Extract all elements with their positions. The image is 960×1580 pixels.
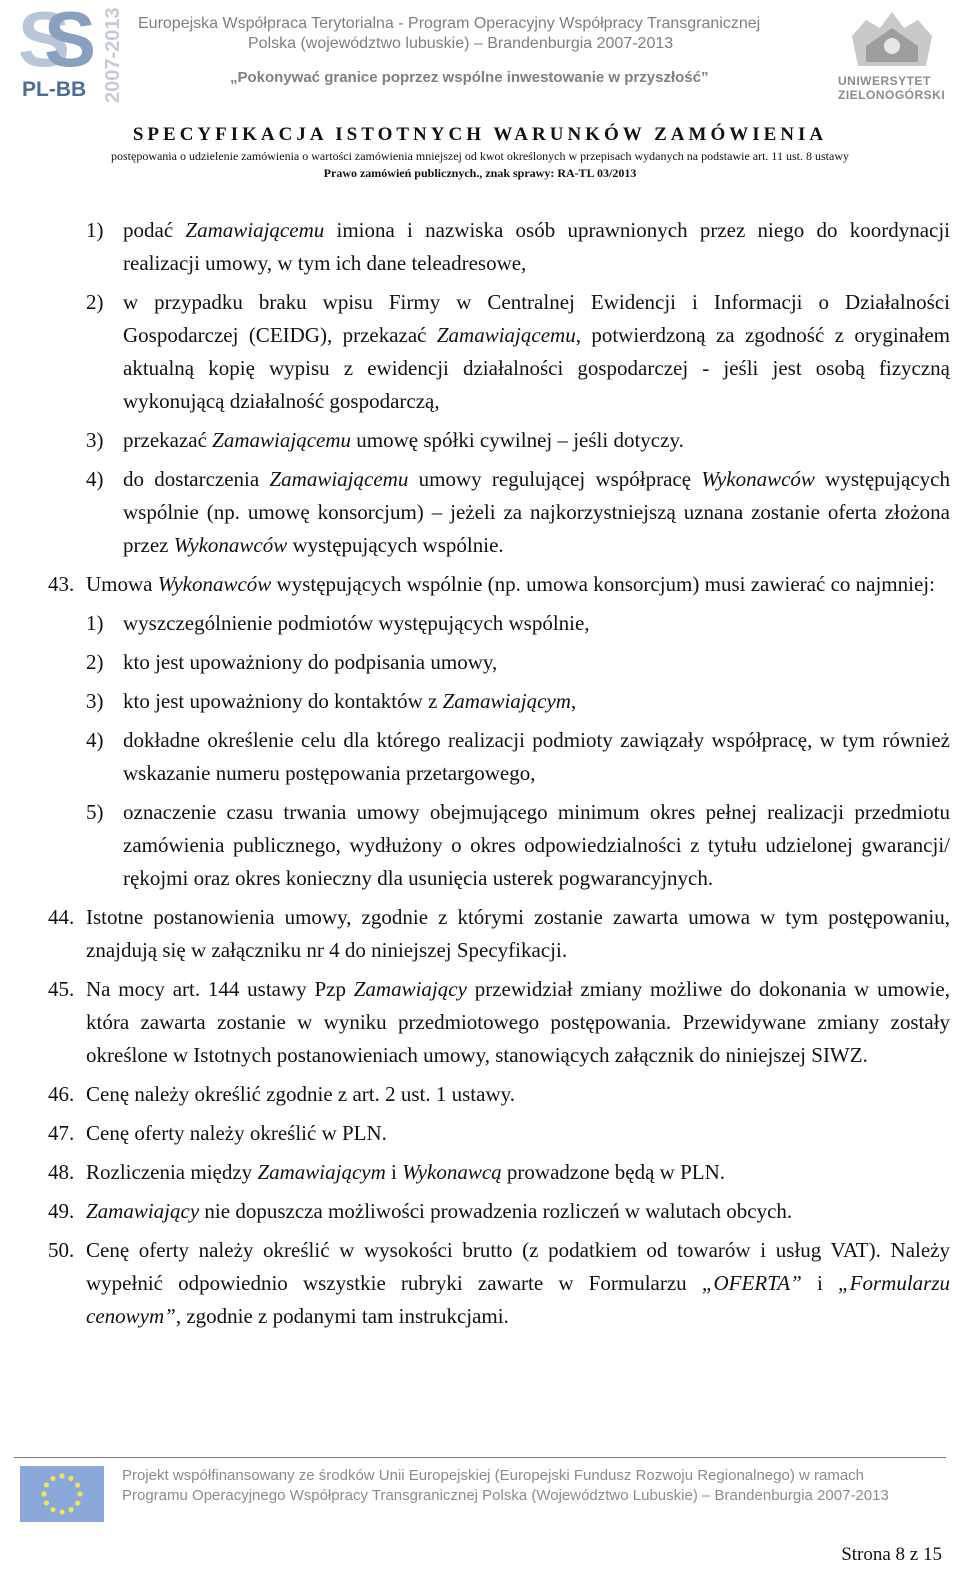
paragraph-number: 48.: [48, 1160, 75, 1184]
text-run: Cenę należy określić zgodnie z art. 2 ust. 1 ustawy.: [86, 1082, 516, 1106]
university-logo: [832, 6, 952, 102]
text-run: przekazać: [123, 428, 213, 452]
list-item: [48, 685, 950, 718]
text-run: ,: [570, 689, 577, 713]
paragraph-number: 49.: [48, 1199, 75, 1223]
logo-mark-left: S: [18, 0, 51, 83]
university-name: UNIWERSYTET ZIELONOGÓRSKI: [838, 74, 946, 102]
text-run: , potwierdzoną za zgodność z oryginałem aktualną kopię wypisu z ewidencji działalności gospodarczej - jeśli jest osobą fizyczną wykonującą działalność gospodarczą,: [123, 323, 950, 413]
program-header-text: [138, 14, 828, 86]
eu-flag-icon: [20, 1466, 104, 1522]
document-subtitle-2: Prawo zamówień publicznych., znak sprawy: RA-TL 03/2013: [323, 166, 637, 180]
logo-years-text: 2007-2013: [102, 7, 124, 103]
text-run: Cenę oferty należy określić w PLN.: [86, 1121, 387, 1145]
list-item-number: 2): [86, 290, 104, 314]
text-run-italic: „OFERTA”: [701, 1271, 802, 1295]
text-run: Umowa: [86, 572, 158, 596]
numbered-paragraph: [48, 1117, 950, 1150]
list-item-number: 4): [86, 467, 104, 491]
paragraph-number: 50.: [48, 1238, 75, 1262]
text-run: prowadzone będą w PLN.: [501, 1160, 726, 1184]
list-item-number: 3): [86, 689, 104, 713]
list-item-number: 2): [86, 650, 104, 674]
list-item-number: 5): [86, 800, 104, 824]
list-item-number: 1): [86, 218, 104, 242]
document-subtitle-1: postępowania o udzielenie zamówienia o wartości zamówienia mniejszej od kwot określonych w przepisach wydanych na podstawie art. 11 ust. 8 ustawy: [110, 149, 849, 163]
list-item: [48, 214, 950, 280]
paragraph-number: 46.: [48, 1082, 75, 1106]
text-run: Na mocy art. 144 ustawy Pzp: [86, 977, 354, 1001]
text-run: w przypadku braku wpisu Firmy w Centralnej Ewidencji i Informacji o Działalności Gospodarczej (CEIDG), przekazać: [123, 290, 950, 347]
text-run: występujących wspólnie (np. umowa konsorcjum) musi zawierać co najmniej:: [271, 572, 935, 596]
page-number: Strona 8 z 15: [841, 1544, 942, 1565]
footer-funding-text: [122, 1466, 952, 1506]
list-item-number: 1): [86, 611, 104, 635]
text-run-italic: Wykonawców: [157, 572, 272, 596]
text-run-italic: Zamawiającemu: [185, 218, 325, 242]
text-run: , zgodnie z podanymi tam instrukcjami.: [175, 1304, 509, 1328]
paragraph-number: 45.: [48, 977, 75, 1001]
text-run: do dostarczenia: [123, 467, 270, 491]
text-run-italic: Zamawiającym: [442, 689, 571, 713]
page-header: [0, 0, 960, 108]
text-run: występujących wspólnie (np. umowę konsorcjum) – jeżeli za najkorzystniejszą uznana zostanie oferta złożona przez: [123, 467, 950, 557]
text-run-italic: Zamawiający: [86, 1199, 200, 1223]
list-item-number: 3): [86, 428, 104, 452]
text-run: Cenę oferty należy określić w wysokości brutto (z podatkiem od towarów i usług VAT). Należy wypełnić odpowiednio wszystkie rubryki zawarte w Formularzu: [86, 1238, 950, 1295]
paragraph-number: 47.: [48, 1121, 75, 1145]
text-run-italic: „Formularzu cenowym”: [86, 1271, 950, 1328]
list-item: [48, 463, 950, 562]
text-run: występujących wspólnie.: [287, 533, 504, 557]
list-item: [48, 796, 950, 895]
text-run: podać: [123, 218, 186, 242]
text-run: umowę spółki cywilnej – jeśli dotyczy.: [351, 428, 684, 452]
text-run: imiona i nazwiska osób uprawnionych przez niego do koordynacji realizacji umowy, w tym ich dane teleadresowe,: [123, 218, 950, 275]
numbered-paragraph: [48, 1195, 950, 1228]
text-run: Istotne postanowienia umowy, zgodnie z którymi zostanie zawarta umowa w tym postępowaniu, znajdują się w załączniku nr 4 do niniejszej Specyfikacji.: [86, 905, 950, 962]
numbered-paragraph: [48, 1078, 950, 1111]
text-run: i: [385, 1160, 403, 1184]
footer-divider: [14, 1457, 946, 1458]
text-run-italic: Wykonawcą: [402, 1160, 502, 1184]
text-run: oznaczenie czasu trwania umowy obejmującego minimum okres pełnej realizacji przedmiotu zamówienia publicznego, wydłużony o okres odpowiedzialności z tytułu udzielonej gwarancji/ rękojmi oraz okres konieczny dla usunięcia usterek pogwarancyjnych.: [123, 800, 950, 890]
numbered-paragraph: [48, 973, 950, 1072]
pl-bb-logo: [14, 0, 124, 104]
paragraph-number: 44.: [48, 905, 75, 929]
numbered-paragraph: [48, 901, 950, 967]
paragraph-number: 43.: [48, 572, 75, 596]
list-item: [48, 646, 950, 679]
list-item: [48, 724, 950, 790]
list-item: [48, 424, 950, 457]
numbered-paragraph: [48, 568, 950, 601]
program-line-2: Polska (województwo lubuskie) – Brandenburgia 2007-2013: [248, 35, 674, 52]
logo-mark-right: S: [44, 0, 77, 83]
text-run: dokładne określenie celu dla którego realizacji podmioty zawiązały współpracę, w tym również wskazanie numeru postępowania przetargowego,: [123, 728, 950, 785]
list-item-number: 4): [86, 728, 104, 752]
text-run: kto jest upoważniony do podpisania umowy,: [123, 650, 498, 674]
footer-line-2: Programu Operacyjnego Współpracy Transgranicznej Polska (Województwo Lubuskie) – Brandenburgia 2007-2013: [122, 1487, 889, 1504]
document-body: [48, 214, 950, 1333]
numbered-paragraph: [48, 1156, 950, 1189]
text-run: przewidział zmiany możliwe do dokonania w umowie, która zawarta zostanie w wyniku przedmiotowego postępowania. Przewidywane zmiany zostały określone w Istotnych postanowieniach umowy, stanowiących załącznik do niniejszej SIWZ.: [86, 977, 950, 1067]
program-line-1: Europejska Współpraca Terytorialna - Program Operacyjny Współpracy Transgranicznej: [138, 15, 761, 32]
text-run-italic: Zamawiającym: [257, 1160, 386, 1184]
text-run: Rozliczenia między: [86, 1160, 258, 1184]
numbered-paragraph: [48, 1234, 950, 1333]
text-run-italic: Zamawiającemu: [212, 428, 351, 452]
footer-line-1: Projekt współfinansowany ze środków Unii Europejskiej (Europejski Fundusz Rozwoju Regionalnego) w ramach: [122, 1467, 865, 1484]
text-run-italic: Zamawiającemu: [436, 323, 576, 347]
text-run: wyszczególnienie podmiotów występujących wspólnie,: [123, 611, 590, 635]
program-slogan: „Pokonywać granice poprzez wspólne inwestowanie w przyszłość”: [230, 69, 709, 86]
university-emblem-icon: [846, 6, 938, 72]
list-item: [48, 607, 950, 640]
text-run: kto jest upoważniony do kontaktów z: [123, 689, 443, 713]
text-run-italic: Wykonawców: [701, 467, 815, 491]
text-run-italic: Zamawiający: [353, 977, 467, 1001]
text-run: i: [801, 1271, 838, 1295]
text-run-italic: Zamawiającemu: [269, 467, 409, 491]
text-run: nie dopuszcza możliwości prowadzenia rozliczeń w walutach obcych.: [199, 1199, 793, 1223]
logo-pl-bb-text: PL-BB: [22, 78, 87, 101]
text-run-italic: Wykonawców: [173, 533, 288, 557]
document-title: SPECYFIKACJA ISTOTNYCH WARUNKÓW ZAMÓWIENIA: [132, 124, 828, 145]
text-run: umowy regulującej współpracę: [408, 467, 702, 491]
list-item: [48, 286, 950, 418]
